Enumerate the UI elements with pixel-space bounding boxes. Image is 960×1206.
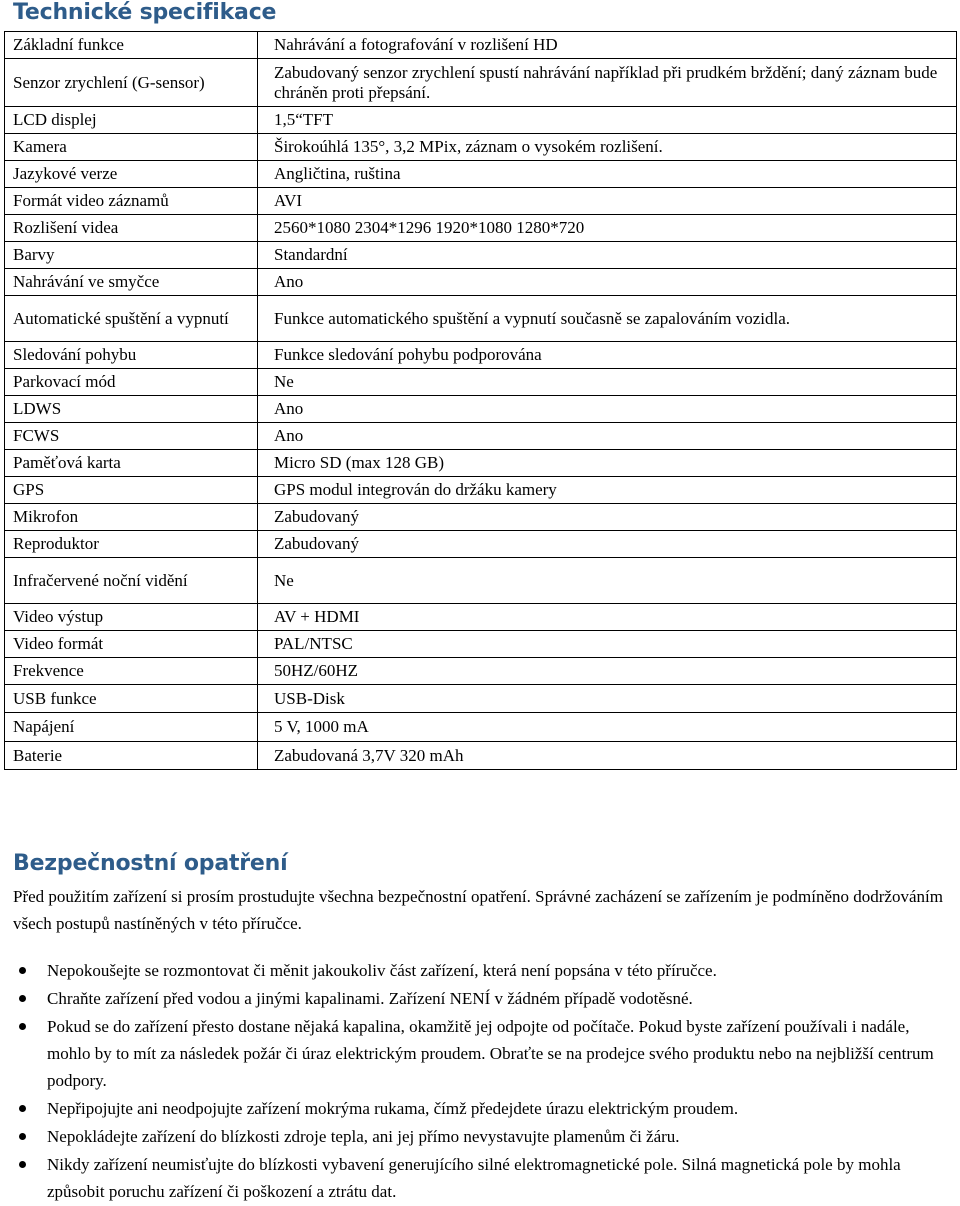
spec-label: Nahrávání ve smyčce (5, 269, 258, 296)
spec-value: Funkce sledování pohybu podporována (258, 342, 957, 369)
bullet-icon (19, 995, 26, 1002)
spec-label: Rozlišení videa (5, 215, 258, 242)
bullet-icon (19, 1133, 26, 1140)
spec-label: Video výstup (5, 604, 258, 631)
safety-list-item (0, 985, 945, 1012)
spec-value: Nahrávání a fotografování v rozlišení HD (258, 32, 957, 59)
bullet-icon (19, 967, 26, 974)
spec-row (5, 450, 957, 477)
spec-row (5, 558, 957, 604)
spec-row (5, 477, 957, 504)
spec-row (5, 531, 957, 558)
spec-row (5, 504, 957, 531)
spec-value: Zabudovaný (258, 504, 957, 531)
safety-list-item (0, 1013, 945, 1094)
spec-label: LDWS (5, 396, 258, 423)
spec-value: Standardní (258, 242, 957, 269)
safety-item-text: Pokud se do zařízení přesto dostane nějaká kapalina, okamžitě jej odpojte od počítače. Pokud byste zařízení používali i nadále, mohlo by to mít za následek požár či úraz elektrickým proudem. Obraťte se na prodejce svého produktu nebo na nejbližší centrum podpory. (47, 1017, 934, 1090)
spec-row (5, 161, 957, 188)
spec-label: Formát video záznamů (5, 188, 258, 215)
spec-row (5, 396, 957, 423)
spec-row (5, 242, 957, 269)
spec-row (5, 188, 957, 215)
spec-row (5, 107, 957, 134)
spec-value: 1,5“TFT (258, 107, 957, 134)
spec-row (5, 658, 957, 685)
safety-item-text: Nepokládejte zařízení do blízkosti zdroje tepla, ani jej přímo nevystavujte plamenům či žáru. (47, 1127, 680, 1146)
spec-value: Zabudovaný (258, 531, 957, 558)
spec-value: GPS modul integrován do držáku kamery (258, 477, 957, 504)
safety-item-text: Nepřipojujte ani neodpojujte zařízení mokrýma rukama, čímž předejdete úrazu elektrickým proudem. (47, 1099, 739, 1118)
spec-value: Ano (258, 396, 957, 423)
spec-value: 50HZ/60HZ (258, 658, 957, 685)
spec-label: Infračervené noční vidění (5, 558, 258, 604)
spec-label: Mikrofon (5, 504, 258, 531)
spec-label: Senzor zrychlení (G-sensor) (5, 59, 258, 107)
spec-label: Paměťová karta (5, 450, 258, 477)
spec-value: PAL/NTSC (258, 631, 957, 658)
safety-list-item (0, 1123, 945, 1150)
spec-row (5, 713, 957, 742)
spec-row (5, 685, 957, 713)
spec-label: Jazykové verze (5, 161, 258, 188)
spec-table-body (5, 32, 957, 770)
spec-label: Sledování pohybu (5, 342, 258, 369)
spec-value: AVI (258, 188, 957, 215)
spec-row (5, 604, 957, 631)
spec-row (5, 215, 957, 242)
safety-list-item (0, 957, 945, 984)
spec-table (4, 31, 957, 770)
spec-label: Parkovací mód (5, 369, 258, 396)
spec-label: USB funkce (5, 685, 258, 713)
safety-list-item (0, 1095, 945, 1122)
spec-label: FCWS (5, 423, 258, 450)
spec-value: Micro SD (max 128 GB) (258, 450, 957, 477)
safety-item-text: Nepokoušejte se rozmontovat či měnit jakoukoliv část zařízení, která není popsána v této příručce. (47, 961, 717, 980)
spec-row (5, 296, 957, 342)
bullet-icon (19, 1105, 26, 1112)
spec-row (5, 369, 957, 396)
safety-section-title: Bezpečnostní opatření (13, 851, 288, 876)
bullet-icon (19, 1161, 26, 1168)
spec-label: Automatické spuštění a vypnutí (5, 296, 258, 342)
spec-value: 2560*1080 2304*1296 1920*1080 1280*720 (258, 215, 957, 242)
spec-label: Kamera (5, 134, 258, 161)
spec-value: 5 V, 1000 mA (258, 713, 957, 742)
spec-label: Baterie (5, 742, 258, 770)
safety-list-item (0, 1151, 945, 1205)
spec-value: Ne (258, 558, 957, 604)
safety-intro: Před použitím zařízení si prosím prostudujte všechna bezpečnostní opatření. Správné zacházení se zařízením je podmíněno dodržováním všech postupů nastíněných v této příručce. (13, 887, 943, 933)
spec-label: Barvy (5, 242, 258, 269)
spec-row (5, 269, 957, 296)
spec-row (5, 32, 957, 59)
spec-value: AV + HDMI (258, 604, 957, 631)
spec-row (5, 423, 957, 450)
spec-label: Frekvence (5, 658, 258, 685)
spec-label: Napájení (5, 713, 258, 742)
spec-value: Zabudovaný senzor zrychlení spustí nahrávání například při prudkém brždění; daný záznam bude chráněn proti přepsání. (258, 59, 957, 107)
spec-row (5, 631, 957, 658)
spec-row (5, 59, 957, 107)
spec-value: Funkce automatického spuštění a vypnutí současně se zapalováním vozidla. (258, 296, 957, 342)
spec-value: Zabudovaná 3,7V 320 mAh (258, 742, 957, 770)
bullet-icon (19, 1023, 26, 1030)
spec-value: Angličtina, ruština (258, 161, 957, 188)
spec-value: USB-Disk (258, 685, 957, 713)
safety-list (0, 957, 945, 1206)
spec-value: Ano (258, 269, 957, 296)
spec-label: GPS (5, 477, 258, 504)
spec-value: Širokoúhlá 135°, 3,2 MPix, záznam o vysokém rozlišení. (258, 134, 957, 161)
spec-label: Video formát (5, 631, 258, 658)
safety-item-text: Nikdy zařízení neumisťujte do blízkosti vybavení generujícího silné elektromagnetické pole. Silná magnetická pole by mohla způsobit poruchu zařízení či poškození a ztrátu dat. (47, 1155, 901, 1201)
spec-label: Základní funkce (5, 32, 258, 59)
spec-section-title: Technické specifikace (13, 0, 277, 25)
spec-row (5, 742, 957, 770)
spec-row (5, 134, 957, 161)
spec-value: Ano (258, 423, 957, 450)
spec-label: Reproduktor (5, 531, 258, 558)
spec-value: Ne (258, 369, 957, 396)
safety-item-text: Chraňte zařízení před vodou a jinými kapalinami. Zařízení NENÍ v žádném případě vodotěsné. (47, 989, 693, 1008)
spec-label: LCD displej (5, 107, 258, 134)
spec-row (5, 342, 957, 369)
